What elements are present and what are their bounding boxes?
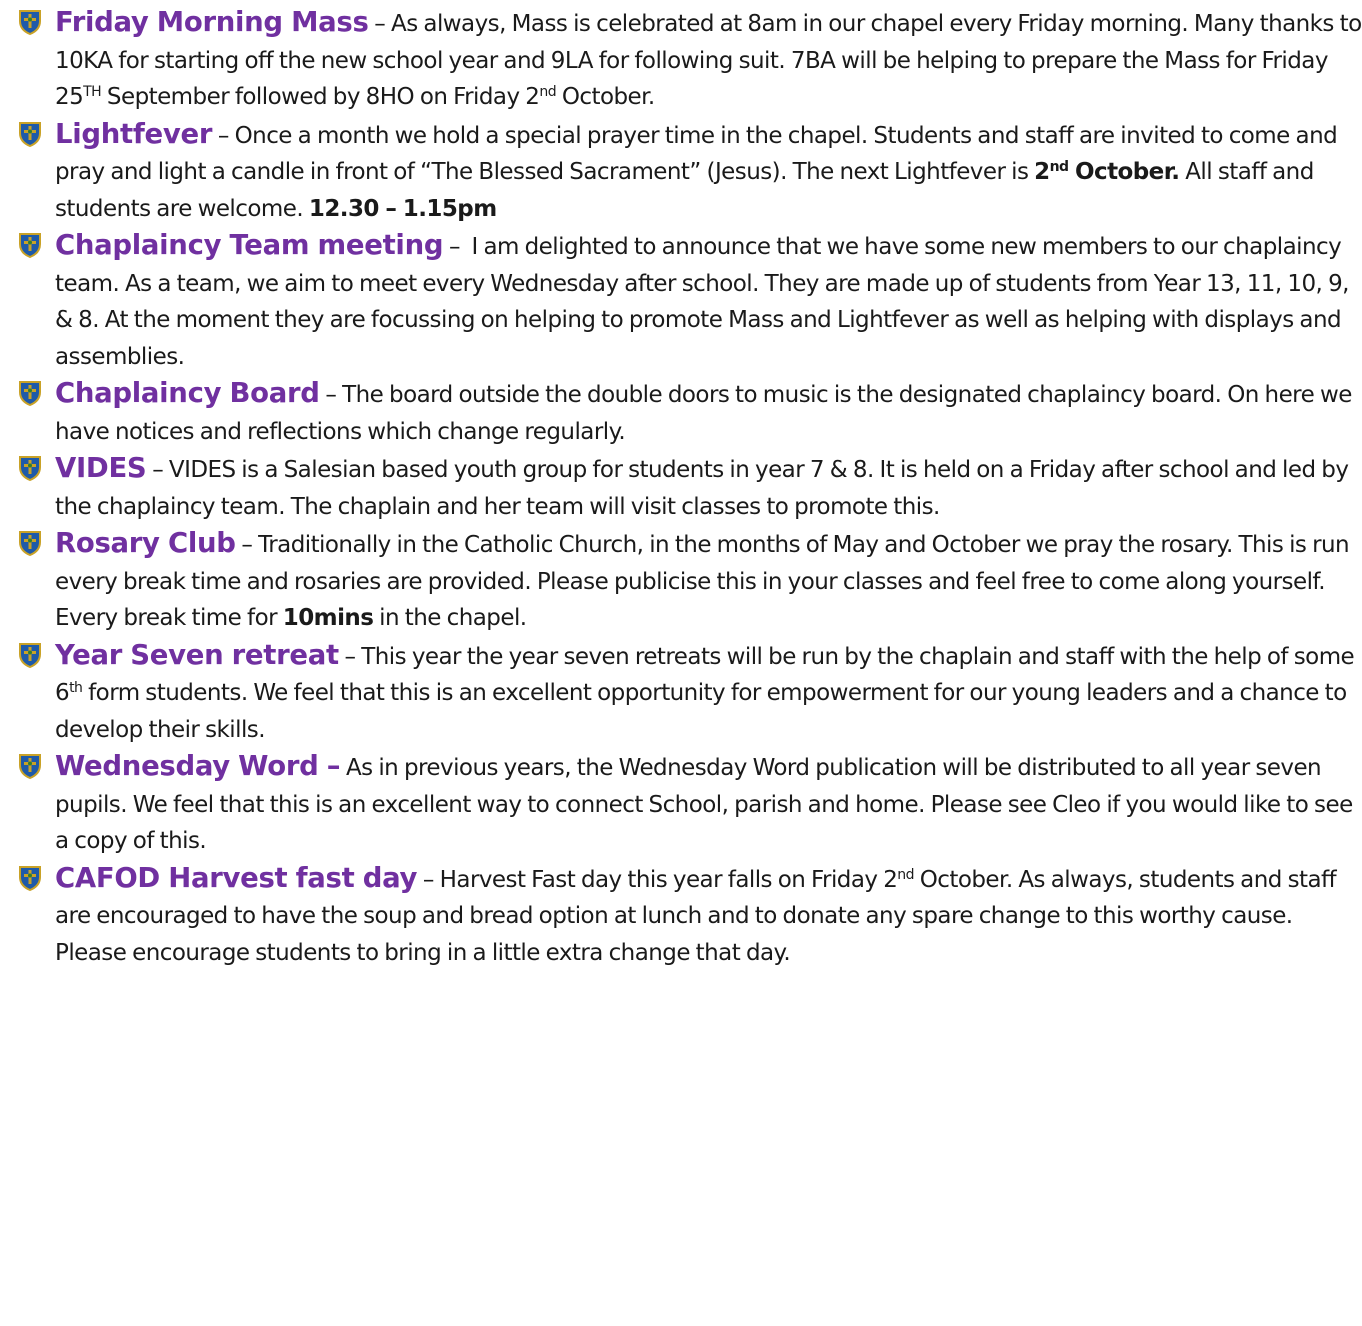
- item-text: VIDES is a Salesian based youth group for students in year 7 & 8. It is held on a Friday after school and led by the chaplaincy team. The chaplain and her team will visit classes to promote this.: [55, 457, 1349, 520]
- dash: –: [338, 643, 362, 670]
- bold-text: 10mins: [282, 605, 374, 631]
- list-item-wednesday-word: [0, 748, 1362, 860]
- item-heading: Rosary Club: [55, 527, 236, 559]
- dash: –: [368, 11, 392, 37]
- bold-date: [1034, 159, 1179, 185]
- item-text: Harvest Fast day this year falls on Friday 2: [439, 866, 898, 893]
- item-text: Traditionally in the Catholic Church, in the months of May and October we pray the rosary. This is run every break time and rosaries are provided. Please publicise this in your classes and feel free to come along yourself. Every break time for: [55, 532, 1350, 631]
- item-heading: Chaplaincy Team meeting: [55, 229, 444, 261]
- bulleted-list: [0, 4, 1362, 971]
- item-text: This year the year seven retreats will be run by the chaplain and staff with the help of some 6: [55, 643, 1355, 706]
- crest-icon: [16, 641, 44, 669]
- crest-icon: [16, 8, 44, 36]
- superscript: nd: [539, 84, 557, 100]
- item-heading: CAFOD Harvest fast day: [55, 861, 418, 894]
- item-text: form students. We feel that this is an excellent opportunity for empowerment for our young leaders and a chance to develop their skills.: [55, 680, 1347, 743]
- list-item-year-seven-retreat: [0, 637, 1362, 749]
- dash: –: [443, 234, 472, 260]
- item-text: All staff and students are welcome.: [55, 159, 1314, 222]
- list-item-chaplaincy-board: [0, 375, 1362, 450]
- crest-icon: [16, 752, 44, 780]
- crest-icon: [16, 454, 44, 482]
- list-item-lightfever: [0, 116, 1362, 228]
- list-item-friday-morning-mass: [0, 4, 1362, 116]
- list-item-chaplaincy-team-meeting: [0, 227, 1362, 375]
- crest-icon: [16, 231, 44, 259]
- item-text: October. As always, students and staff are encouraged to have the soup and bread option at lunch and to donate any spare change to this worthy cause. Please encourage students to bring in a little extra change that day.: [55, 866, 1337, 966]
- dash: –: [146, 457, 169, 483]
- superscript: nd: [897, 866, 914, 883]
- item-text: I am delighted to announce that we have some new members to our chaplaincy team. As a team, we aim to meet every Wednesday after school. They are made up of students from Year 13, 11, 10, 9, & 8. At the moment they are focussing on helping to promote Mass and Lightfever as well as helping with displays and assemblies.: [55, 234, 1349, 370]
- item-text: The board outside the double doors to music is the designated chaplaincy board. On here we have notices and reflections which change regularly.: [55, 382, 1352, 445]
- bold-text: 2: [1034, 159, 1050, 185]
- crest-icon: [16, 529, 44, 557]
- item-text: As always, Mass is celebrated at 8am in our chapel every Friday morning. Many thanks to 10KA for starting off the new school year and 9LA for following suit. 7BA will be helping to prepare the Mass for Friday 25: [55, 11, 1362, 110]
- item-heading: Friday Morning Mass: [55, 6, 369, 38]
- item-text: Once a month we hold a special prayer time in the chapel. Students and staff are invited to come and pray and light a candle in front of “The Blessed Sacrament” (Jesus). The next Lightfever is: [55, 122, 1338, 185]
- item-text: September followed by 8HO on Friday 2: [101, 84, 540, 110]
- bold-time: 12.30 – 1.15pm: [308, 195, 497, 222]
- superscript: TH: [83, 84, 102, 100]
- item-heading: Lightfever: [55, 117, 213, 150]
- crest-icon: [16, 864, 44, 892]
- item-heading: VIDES: [55, 452, 147, 484]
- dash: –: [235, 532, 259, 558]
- list-item-cafod-harvest-fast-day: [0, 860, 1362, 972]
- crest-icon: [16, 120, 44, 148]
- item-heading: Chaplaincy Board: [55, 377, 320, 409]
- item-text: As in previous years, the Wednesday Word publication will be distributed to all year seven pupils. We feel that this is an excellent way to connect School, parish and home. Please see Cleo if you would like to see a copy of this.: [55, 755, 1353, 854]
- bold-text: October.: [1068, 159, 1180, 185]
- superscript: nd: [1049, 159, 1069, 175]
- dash: –: [212, 122, 235, 149]
- crest-icon: [16, 379, 44, 407]
- item-heading: Year Seven retreat: [55, 638, 339, 671]
- superscript: th: [69, 680, 83, 696]
- dash: –: [319, 382, 343, 408]
- item-heading: Wednesday Word –: [55, 750, 341, 782]
- item-text: October.: [556, 84, 655, 110]
- list-item-vides: [0, 450, 1362, 525]
- list-item-rosary-club: [0, 525, 1362, 637]
- item-text: in the chapel.: [373, 605, 527, 631]
- dash: –: [417, 866, 440, 893]
